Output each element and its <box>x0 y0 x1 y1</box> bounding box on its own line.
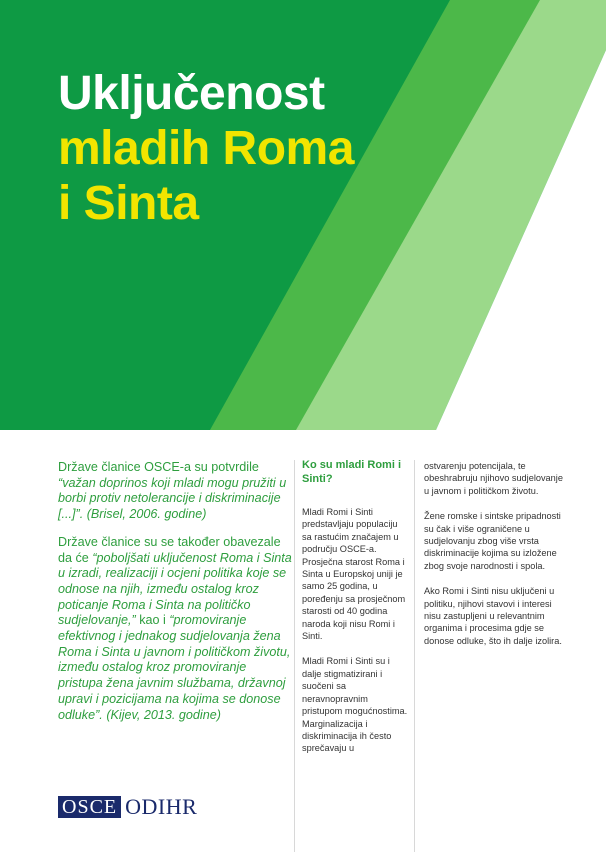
column-3 <box>424 460 564 660</box>
intro-text <box>58 460 294 735</box>
column3-paragraph-1: ostvarenju potencijala, te obeshrabruju njihovo sudjelovanje u javnom i političkom životu. <box>424 461 563 496</box>
section-heading: Ko su mladi Romi i Sinti? <box>302 459 402 485</box>
column3-paragraph-3: Ako Romi i Sinti nisu uključeni u politiku, njihovi stavovi i interesi nisu zastupljeni u relevantnim organima i procesima gdje se donose odluke, što ih dalje izolira. <box>424 586 562 646</box>
intro-p2-mid: kao i <box>139 613 166 628</box>
intro-p2-quote-2: “promoviranje efektivnog i jednakog sudjelovanja žena Roma i Sinta u javnom i političkom životu, između ostalog kroz promoviranje pristupa žena javnim službama, državnoj upravi i pozicijama na kojima se donose odluke”. <box>58 613 291 722</box>
intro-p1-source: (Brisel, 2006. godine) <box>86 507 207 522</box>
column3-paragraph-2: Žene romske i sintske pripadnosti su čak i više ograničene u sudjelovanju zbog više vrsta diskriminacije kojima su izložene zbog svoje narodnosti i spola. <box>424 511 561 571</box>
column2-paragraph-2: Mladi Romi i Sinti su i dalje stigmatizirani i suočeni sa neravnopravnim pristupom mogućnostima. Marginalizacija i diskriminacija ih često sprečavaju u <box>302 656 408 754</box>
column-divider-1 <box>294 460 295 852</box>
intro-paragraph-2 <box>58 535 294 723</box>
title-line-2: mladih Roma <box>58 122 354 175</box>
intro-p1-lead: Države članice OSCE-a su potvrdile <box>58 460 259 474</box>
column2-paragraph-1: Mladi Romi i Sinti predstavljaju populaciju sa rastućim značajem u području OSCE-a. Prosječna starost Roma i Sinta u Europskoj uniji je samo 25 godina, u poređenju sa prosječnom starosti od 40 godina naroda koji nisu Romi i Sinti. <box>302 507 406 642</box>
intro-paragraph-1 <box>58 460 294 523</box>
intro-p1-quote: “važan doprinos koji mladi mogu pružiti u borbi protiv netolerancije i diskriminacije [...]”. <box>58 475 287 522</box>
intro-p2-source: (Kijev, 2013. godine) <box>106 707 221 722</box>
title-line-3: i Sinta <box>58 177 199 230</box>
page-title <box>58 66 354 231</box>
intro-p2-quote-1: “poboljšati uključenost Roma i Sinta u izradi, realizaciji i ocjeni politika koje se odnose na njih, između ostalog kroz poticanje Roma i Sinta na političko sudjelovanje,” <box>58 550 292 628</box>
title-line-1: Uključenost <box>58 67 325 120</box>
header-banner <box>0 0 606 430</box>
osce-logo-mark: OSCE <box>58 796 121 818</box>
osce-odihr-logo <box>58 796 197 818</box>
column-2 <box>302 458 408 768</box>
intro-p2-lead: Države članice su se također obavezale da će <box>58 534 281 565</box>
odihr-logo-text: ODIHR <box>125 794 198 819</box>
column-divider-2 <box>414 460 415 852</box>
